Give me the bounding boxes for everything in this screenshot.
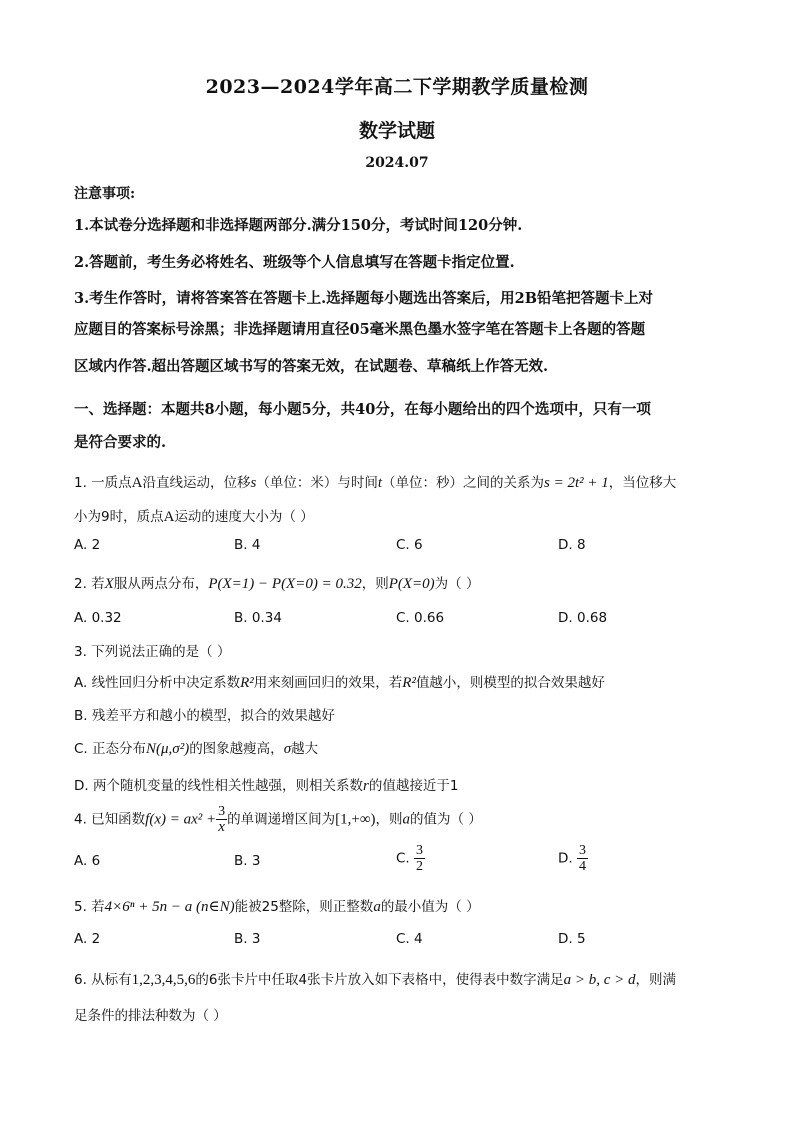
q4-text: 4. 已知函数: [74, 811, 146, 828]
q4-text: 的单调递增区间为: [227, 811, 336, 828]
q3-text: C. 正态分布: [74, 741, 147, 757]
q6-text: 6. 从标有: [74, 972, 132, 988]
q4-frac-den: x: [218, 819, 225, 835]
q6-text: 的6张卡片中任取4张卡片放入如下表格中，使得表中数字满足: [195, 972, 564, 988]
q4-option-c-num: 3: [416, 843, 424, 858]
q3-normal-dist: N(μ,σ²): [146, 741, 190, 757]
note-item-3: 3.考生作答时，请将答案答在答题卡上.选择题每小题选出答案后，用2B铅笔把答题卡上对: [74, 290, 654, 307]
q4-text: 的值为（ ）: [410, 811, 482, 828]
q1-text: 小为9时，质点: [74, 509, 164, 525]
q4-var-a: a: [402, 811, 411, 828]
question-2: [74, 572, 479, 593]
q4-option-c-den: 2: [416, 859, 424, 874]
question-6: [74, 968, 676, 989]
q1-text: 1. 一质点: [74, 475, 132, 491]
q2-var-x: X: [104, 576, 114, 592]
q1-text: （单位：米）与时间: [256, 475, 378, 491]
q5-text: 能被25整除，则正整数: [234, 899, 374, 915]
note-item-2: 2.答题前，考生务必将姓名、班级等个人信息填写在答题卡指定位置.: [74, 254, 515, 271]
q2-formula-2: P(X=0): [388, 576, 435, 592]
q4-option-d-num: 3: [578, 843, 586, 858]
q5-var-a: a: [373, 899, 381, 915]
q1-point-a: A: [131, 475, 143, 491]
q5-text: 5. 若: [74, 899, 105, 915]
q4-option-c-label: C.: [396, 850, 410, 867]
q4-option-c-fraction: [414, 843, 425, 874]
section-heading-cont: 是符合要求的.: [74, 434, 167, 451]
q2-text: 服从两点分布，: [113, 576, 209, 592]
q1-option-c: C. 6: [396, 537, 423, 553]
question-1-cont: [74, 505, 314, 526]
q4-option-b: B. 3: [234, 853, 261, 869]
q3-text: A. 线性回归分析中决定系数: [74, 675, 241, 691]
q4-interval: [1,+∞): [335, 811, 376, 828]
q3-option-a: [74, 671, 605, 692]
q3-text: 的图象越瘦高，: [189, 741, 284, 757]
note-item-3-cont: 应题目的答案标号涂黑；非选择题请用直径05毫米黑色墨水签字笔在答题卡上各题的答题: [74, 321, 646, 338]
exam-title: 2023—2024学年高二下学期教学质量检测: [205, 76, 589, 98]
q2-formula: P(X=1) − P(X=0) = 0.32: [208, 576, 362, 592]
q4-formula: f(x) = ax² +: [145, 811, 217, 828]
question-1: [74, 471, 676, 492]
q2-text: 2. 若: [74, 576, 105, 592]
q4-option-d-den: 4: [578, 859, 586, 874]
q3-text: 值越小，则模型的拟合效果越好: [415, 675, 605, 691]
q3-var-r: r: [362, 778, 369, 794]
q4-option-d-fraction: [577, 843, 588, 874]
question-3: 3. 下列说法正确的是（ ）: [74, 644, 231, 660]
q1-option-d: D. 8: [558, 537, 586, 553]
q4-option-a: A. 6: [74, 853, 101, 869]
note-item-1: 1.本试卷分选择题和非选择题两部分.满分150分，考试时间120分钟.: [74, 217, 523, 234]
q1-text: （单位：秒）之间的关系为: [382, 475, 545, 491]
q2-option-b: B. 0.34: [234, 610, 282, 626]
section-heading: 一、选择题：本题共8小题，每小题5分，共40分，在每小题给出的四个选项中，只有一项: [74, 401, 651, 418]
q2-text: 为（ ）: [434, 576, 480, 592]
q4-option-d-label: D.: [558, 850, 573, 867]
q3-option-b: B. 残差平方和越小的模型，拟合的效果越好: [74, 708, 335, 724]
q6-text: ，则满: [635, 972, 677, 988]
q1-text: 运动的速度大小为（ ）: [174, 509, 314, 525]
question-5: [74, 895, 480, 916]
q5-option-c: C. 4: [396, 931, 423, 947]
q2-option-a: A. 0.32: [74, 610, 122, 626]
q6-numbers: 1,2,3,4,5,6: [131, 972, 196, 988]
q5-formula: 4×6ⁿ + 5n − a (n∈N): [104, 899, 235, 915]
q1-var-s: s: [250, 475, 257, 491]
q1-formula: s = 2t² + 1: [544, 475, 609, 491]
q1-text: 沿直线运动，位移: [142, 475, 251, 491]
q4-fraction: [216, 804, 227, 835]
q5-option-d: D. 5: [558, 931, 586, 947]
q4-option-d: [558, 843, 588, 874]
q5-text: 的最小值为（ ）: [380, 899, 480, 915]
q5-option-b: B. 3: [234, 931, 261, 947]
q1-var-t: t: [377, 475, 383, 491]
q3-sigma: σ: [283, 741, 292, 757]
q6-condition: a > b, c > d: [563, 972, 636, 988]
q1-option-b: B. 4: [234, 537, 261, 553]
q1-point-a: A: [163, 509, 175, 525]
q1-text: ，当位移大: [608, 475, 677, 491]
notes-heading: 注意事项:: [74, 186, 136, 202]
q2-text: ，则: [361, 576, 389, 592]
q3-r-squared: R²: [240, 675, 254, 691]
q4-text: ，则: [375, 811, 403, 828]
q5-option-a: A. 2: [74, 931, 101, 947]
exam-subtitle: 数学试题: [358, 120, 435, 142]
question-4: [74, 804, 482, 835]
q2-option-c: C. 0.66: [396, 610, 445, 626]
q3-text: D. 两个随机变量的线性相关性越强，则相关系数: [74, 778, 363, 794]
note-item-3-end: 区域内作答.超出答题区域书写的答案无效，在试题卷、草稿纸上作答无效.: [74, 358, 549, 375]
exam-date: 2024.07: [365, 155, 429, 171]
q3-text: 的值越接近于1: [368, 778, 459, 794]
q3-r-squared: R²: [402, 675, 416, 691]
q3-text: 用来刻画回归的效果，若: [253, 675, 403, 691]
q4-option-c: [396, 843, 425, 874]
q2-option-d: D. 0.68: [558, 610, 608, 626]
question-6-cont: 足条件的排法种数为（ ）: [74, 1008, 227, 1024]
q1-option-a: A. 2: [74, 537, 101, 553]
q3-option-d: [74, 774, 458, 795]
q3-option-c: [74, 737, 318, 758]
q3-text: 越大: [291, 741, 319, 757]
q4-frac-num: 3: [218, 804, 226, 819]
